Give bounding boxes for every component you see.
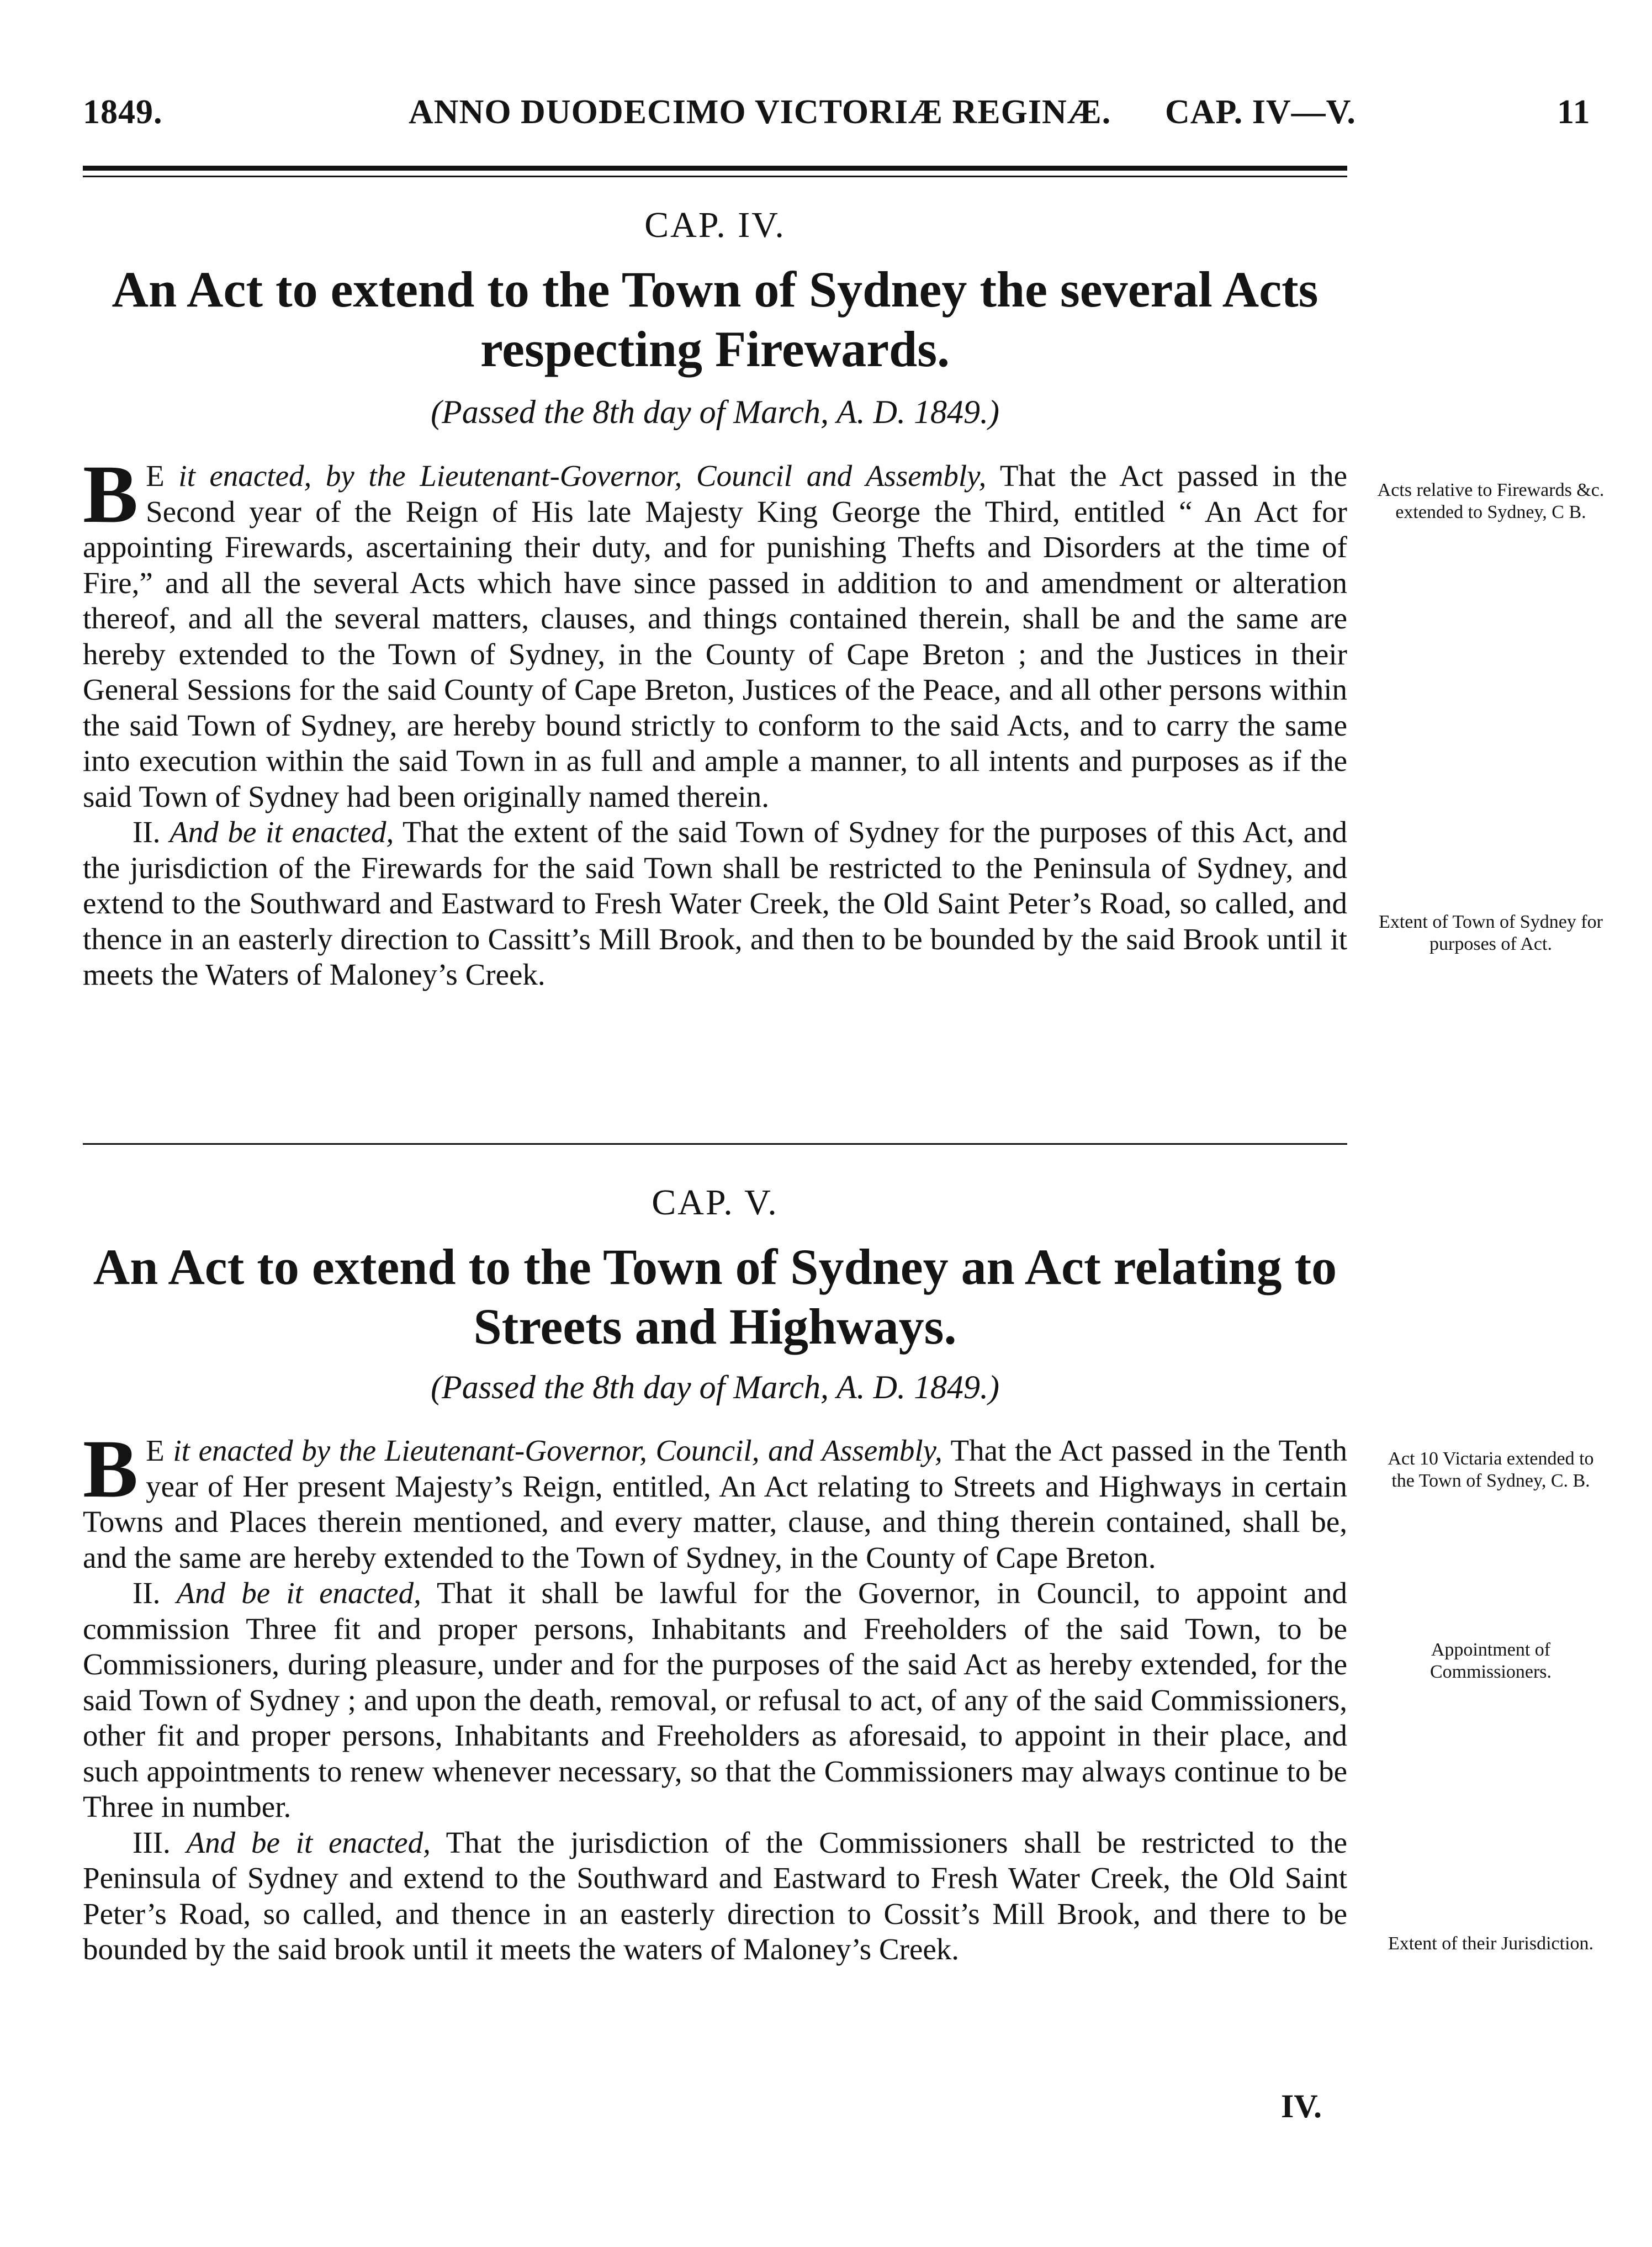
header-title: ANNO DUODECIMO VICTORIÆ REGINÆ. [409,93,1111,131]
catchword: IV. [1281,2088,1322,2124]
dropcap: B [83,448,139,540]
cap4-s1-first-letter: E [146,459,165,493]
cap4-s2-enacting-clause: And be it enacted, [170,815,394,849]
cap5-s2-enacting-clause: And be it enacted, [176,1576,421,1610]
cap5-s3-text: That the jurisdiction of the Commissioners shall be restricted to the Peninsula of Sydney and extend to the Southward and Eastward to Fresh Water Creek, the Old Saint Peter’s Road, so called, and thence in an easterly direction to Cossit’s Mill Brook, and there to be bounded by the said brook until it meets the waters of Maloney’s Creek. [83,1825,1347,1966]
cap5-s1-first-letter: E [146,1434,165,1467]
cap4-section-1 [83,448,1347,815]
page-number: 11 [1557,93,1591,131]
cap5-marginal-note-1: Act 10 Victaria extended to the Town of Sydney, C. B. [1388,1448,1594,1491]
cap4-marginal-note-1: Acts relative to Firewards &c. extended to Sydney, C B. [1377,480,1605,522]
cap4-title: An Act to extend to the Town of Sydney the several Acts respecting Firewards. [112,261,1319,377]
cap5-body [83,1423,1347,1968]
chapter-divider [83,1143,1347,1145]
cap5-title: An Act to extend to the Town of Sydney an Act relating to Streets and Highways. [93,1239,1337,1355]
dropcap: B [83,1423,139,1515]
cap5-section-1 [83,1423,1347,1575]
cap5-s2-number: II. [133,1576,161,1610]
cap5-section-3 [83,1825,1347,1968]
cap5-passed-date: (Passed the 8th day of March, A. D. 1849.) [431,1369,999,1405]
cap4-s2-number: II. [133,815,161,849]
cap5-s2-text: That it shall be lawful for the Governor, in Council, to appoint and commission Three fit and proper persons, Inhabitants and Freeholders of the said Town, to be Commissioners, during pleasure, under and for the purposes of the said Act as hereby extended, for the said Town of Sydney ; and upon the death, removal, or refusal to act, of any of the said Commissioners, other fit and proper persons, Inhabitants and Freeholders as aforesaid, to appoint in their place, and such appointments to renew whenever necessary, so that the Commissioners may always continue to be Three in number. [83,1576,1347,1823]
header-chapter: CAP. IV—V. [1165,93,1356,131]
cap5-marginal-note-3: Extent of their Jurisdiction. [1388,1933,1594,1954]
cap5-s1-enacting-clause: it enacted by the Lieutenant-Governor, Council, and Assembly, [173,1434,943,1467]
cap4-s2-text: That the extent of the said Town of Sydney for the purposes of this Act, and the jurisdiction of the Firewards for the said Town shall be restricted to the Peninsula of Sydney, and extend to the Southward and Eastward to Fresh Water Creek, the Old Saint Peter’s Road, so called, and thence in an easterly direction to Cassitt’s Mill Brook, and then to be bounded by the said Brook until it meets the Waters of Maloney’s Creek. [83,815,1347,991]
header-year: 1849. [83,93,163,131]
cap5-label: CAP. V. [652,1182,779,1223]
cap5-s1-text: That the Act passed in the Tenth year of Her present Majesty’s Reign, entitled, An Act relating to Streets and Highways in certain Towns and Places therein mentioned, and every matter, clause, and thing therein contained, shall be, and the same are hereby extended to the Town of Sydney, in the County of Cape Breton. [83,1434,1347,1574]
cap4-s1-text: That the Act passed in the Second year of the Reign of His late Majesty King George the Third, entitled “ An Act for appointing Firewards, ascertaining their duty, and for punishing Thefts and Disorders at the time of Fire,” and all the several Acts which have since passed in addition to and amendment or alteration thereof, and all the several matters, clauses, and things contained therein, shall be and the same are hereby extended to the Town of Sydney, in the County of Cape Breton ; and the Justices in their General Sessions for the said County of Cape Breton, Justices of the Peace, and all other persons within the said Town of Sydney, are hereby bound strictly to conform to the said Acts, and to carry the same into execution within the said Town in as full and ample a manner, to all intents and purposes as if the said Town of Sydney had been originally named therein. [83,459,1347,813]
cap4-label: CAP. IV. [644,205,786,245]
cap5-s3-number: III. [133,1825,171,1859]
header-rule-thin [83,176,1347,177]
cap4-section-2 [83,815,1347,993]
header-rule-thick [83,166,1347,171]
cap4-marginal-note-2: Extent of Town of Sydney for purposes of Act. [1379,912,1603,954]
cap4-body [83,448,1347,993]
cap5-section-2 [83,1575,1347,1825]
cap4-passed-date: (Passed the 8th day of March, A. D. 1849.) [431,394,999,430]
cap5-s3-enacting-clause: And be it enacted, [186,1825,431,1859]
cap4-s1-enacting-clause: it enacted, by the Lieutenant-Governor, Council and Assembly, [178,459,987,493]
cap5-marginal-note-2: Appointment of Commissioners. [1429,1640,1552,1682]
